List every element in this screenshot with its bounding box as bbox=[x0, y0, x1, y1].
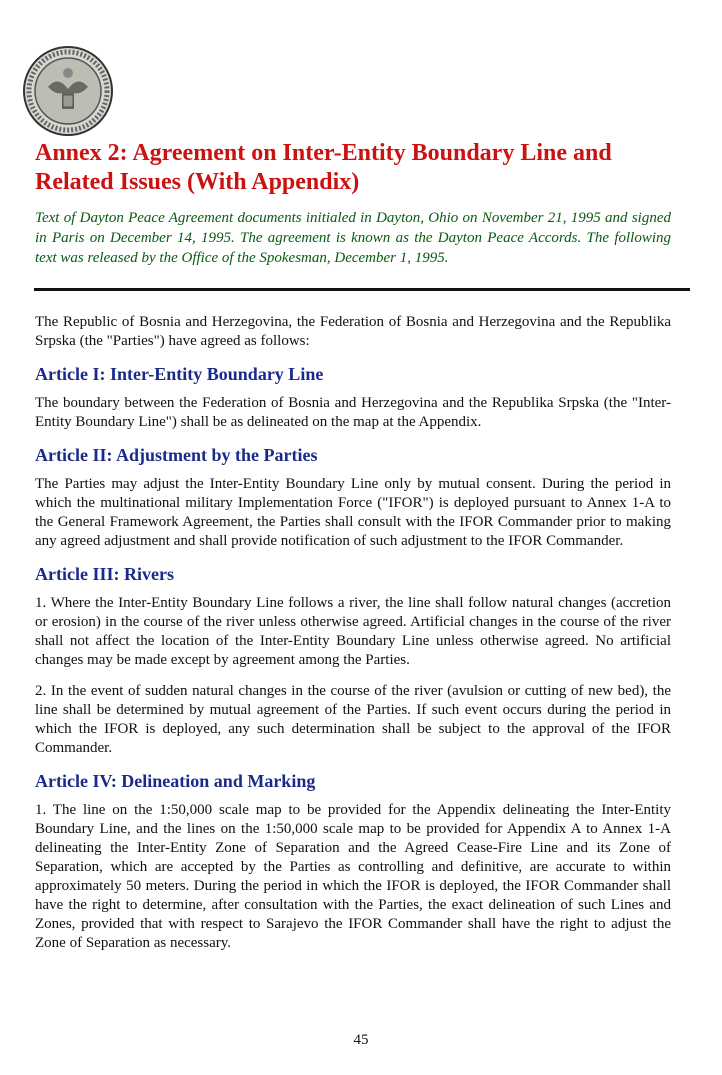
page-number: 45 bbox=[353, 1032, 369, 1048]
department-seal-icon bbox=[22, 45, 114, 137]
article-2-heading: Article II: Adjustment by the Parties bbox=[35, 445, 318, 465]
article-3-paragraph-1: 1. Where the Inter-Entity Boundary Line follows a river, the line shall follow natural changes (accretion or erosion) in the course of the river unless otherwise agreed. Artificial changes in the course of the river shall not affect the location of the Inter-Entity Boundary Line unless otherwise agreed. No artificial changes may be made except by agreement among the Parties. bbox=[35, 595, 671, 668]
page-title: Annex 2: Agreement on Inter-Entity Boundary Line and Related Issues (With Appendix) bbox=[35, 140, 612, 195]
article-4-heading: Article IV: Delineation and Marking bbox=[35, 771, 316, 791]
article-3-paragraph-2: 2. In the event of sudden natural changes in the course of the river (avulsion or cutting of new bed), the line shall be determined by mutual agreement of the Parties. If such event occurs during the period in which the IFOR is deployed, any such determination shall be subject to the approval of the IFOR Commander. bbox=[35, 683, 671, 756]
article-4-paragraph-1: 1. The line on the 1:50,000 scale map to be provided for the Appendix delineating the Inter-Entity Boundary Line, and the lines on the 1:50,000 scale map to be provided for Appendix A to Annex 1-A delineating the Inter-Entity Zone of Separation and the Agreed Cease-Fire Line and its Zone of Separation, which are accepted by the Parties as controlling and definitive, are accurate to within approximately 50 meters. During the period in which the IFOR is deployed, the IFOR Commander shall have the right to determine, after consultation with the Parties, the exact delineation of such Lines and Zones, provided that with respect to Sarajevo the IFOR Commander shall have the right to adjust the Zone of Separation as necessary. bbox=[35, 802, 671, 951]
document-subtitle: Text of Dayton Peace Agreement documents initialed in Dayton, Ohio on November 21, 1995 and signed in Paris on December 14, 1995. The agreement is known as the Dayton Peace Accords. The following text was released by the Office of the Spokesman, December 1, 1995. bbox=[35, 210, 671, 266]
intro-paragraph: The Republic of Bosnia and Herzegovina, the Federation of Bosnia and Herzegovina and the Republika Srpska (the "Parties") have agreed as follows: bbox=[35, 314, 671, 349]
article-2-paragraph: The Parties may adjust the Inter-Entity Boundary Line only by mutual consent. During the period in which the multinational military Implementation Force ("IFOR") is deployed pursuant to Annex 1-A to the General Framework Agreement, the Parties shall consult with the IFOR Commander prior to making any agreed adjustment and shall provide notification of such adjustment to the IFOR Commander. bbox=[35, 476, 671, 549]
divider bbox=[34, 288, 690, 291]
document-body bbox=[35, 313, 671, 965]
article-3-heading: Article III: Rivers bbox=[35, 564, 174, 584]
article-1-paragraph: The boundary between the Federation of Bosnia and Herzegovina and the Republika Srpska (the "Inter-Entity Boundary Line") shall be as delineated on the map at the Appendix. bbox=[35, 395, 671, 430]
article-1-heading: Article I: Inter-Entity Boundary Line bbox=[35, 364, 324, 384]
